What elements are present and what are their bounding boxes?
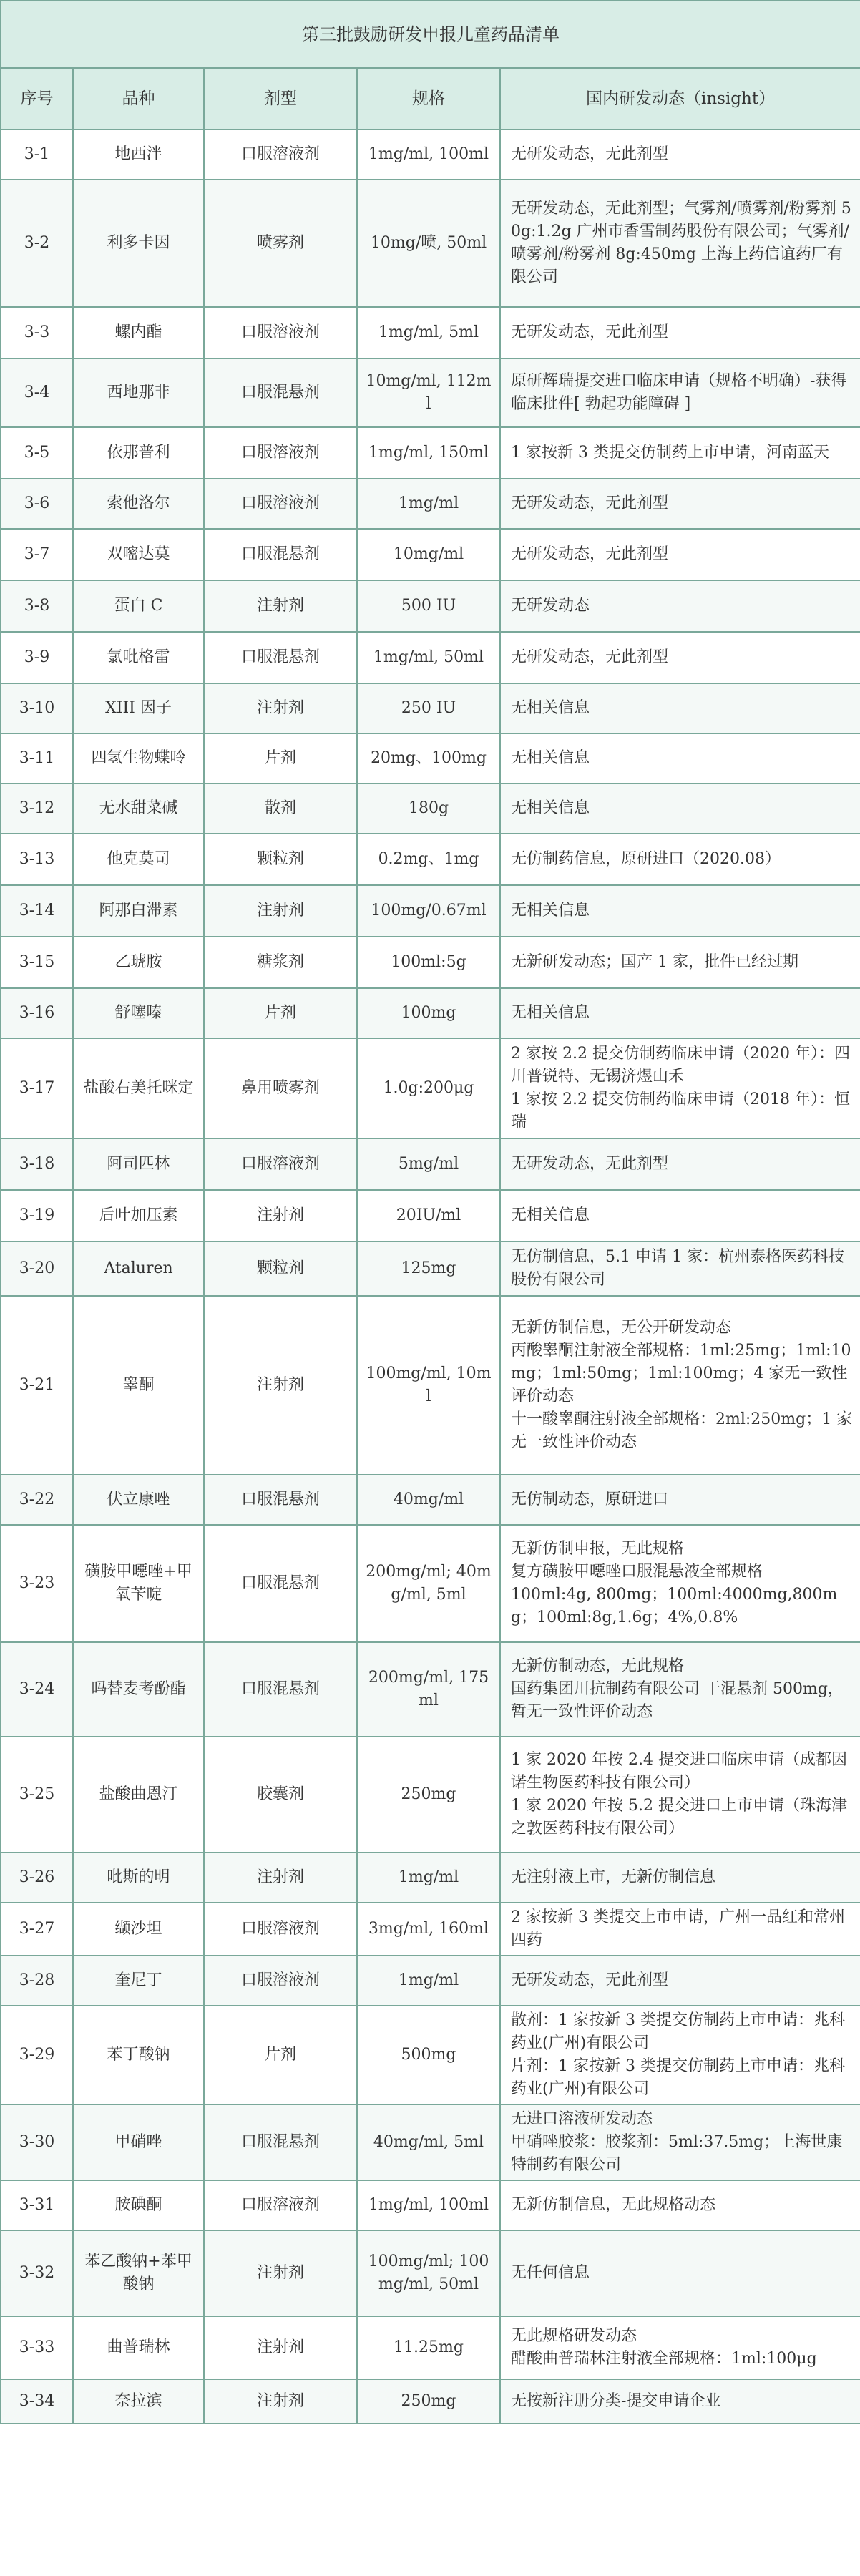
row-rd-insight: 无仿制动态，原研进口 [500, 1475, 860, 1525]
table-row [1, 1903, 860, 1956]
table-row [1, 784, 860, 834]
row-variety: 阿那白滞素 [73, 885, 204, 937]
table-row [1, 1642, 860, 1737]
row-specification: 200mg/ml; 40mg/ml, 5ml [357, 1525, 500, 1642]
row-dosage-form: 口服混悬剂 [204, 632, 357, 683]
row-variety: 氯吡格雷 [73, 632, 204, 683]
row-rd-insight: 1 家按新 3 类提交仿制药上市申请，河南蓝天 [500, 427, 860, 479]
row-variety: 双嘧达莫 [73, 529, 204, 580]
table-title-row [1, 1, 860, 68]
header-rd-insight: 国内研发动态（insight） [500, 68, 860, 130]
row-dosage-form: 口服溶液剂 [204, 1138, 357, 1190]
row-variety: 西地那非 [73, 358, 204, 427]
row-rd-insight: 无研发动态，无此剂型 [500, 307, 860, 358]
row-specification: 1.0g:200μg [357, 1038, 500, 1138]
row-index: 3-6 [1, 479, 73, 529]
row-dosage-form: 口服混悬剂 [204, 1642, 357, 1737]
table-row [1, 632, 860, 683]
row-variety: 苯丁酸钠 [73, 2006, 204, 2104]
row-index: 3-5 [1, 427, 73, 479]
row-rd-insight: 无任何信息 [500, 2230, 860, 2316]
row-rd-insight: 无新仿制信息，无此规格动态 [500, 2180, 860, 2230]
row-rd-insight: 无此规格研发动态 醋酸曲普瑞林注射液全部规格：1ml:100μg [500, 2316, 860, 2379]
row-rd-insight: 无相关信息 [500, 733, 860, 784]
row-index: 3-13 [1, 834, 73, 885]
row-index: 3-12 [1, 784, 73, 834]
row-specification: 10mg/喷, 50ml [357, 180, 500, 307]
table-row [1, 2006, 860, 2104]
row-variety: 吗替麦考酚酯 [73, 1642, 204, 1737]
row-dosage-form: 口服溶液剂 [204, 1956, 357, 2006]
row-specification: 100mg [357, 988, 500, 1038]
row-variety: 睾酮 [73, 1296, 204, 1475]
row-index: 3-1 [1, 130, 73, 180]
table-row [1, 733, 860, 784]
row-specification: 11.25mg [357, 2316, 500, 2379]
table-row [1, 1956, 860, 2006]
row-variety: 舒噻嗪 [73, 988, 204, 1038]
row-rd-insight: 无研发动态，无此剂型 [500, 479, 860, 529]
row-variety: 依那普利 [73, 427, 204, 479]
table-row [1, 1038, 860, 1138]
row-variety: XIII 因子 [73, 683, 204, 733]
row-variety: 甲硝唑 [73, 2104, 204, 2180]
row-index: 3-14 [1, 885, 73, 937]
row-dosage-form: 注射剂 [204, 2316, 357, 2379]
table-row [1, 2104, 860, 2180]
row-variety: 伏立康唑 [73, 1475, 204, 1525]
row-specification: 1mg/ml, 100ml [357, 130, 500, 180]
row-index: 3-2 [1, 180, 73, 307]
row-variety: 吡斯的明 [73, 1853, 204, 1903]
row-rd-insight: 无研发动态，无此剂型 [500, 1138, 860, 1190]
row-dosage-form: 口服溶液剂 [204, 1903, 357, 1956]
row-specification: 1mg/ml [357, 1853, 500, 1903]
row-index: 3-21 [1, 1296, 73, 1475]
row-index: 3-26 [1, 1853, 73, 1903]
row-dosage-form: 喷雾剂 [204, 180, 357, 307]
table-title: 第三批鼓励研发申报儿童药品清单 [1, 1, 860, 68]
row-rd-insight: 无研发动态，无此剂型 [500, 1956, 860, 2006]
row-rd-insight: 无相关信息 [500, 683, 860, 733]
row-specification: 100ml:5g [357, 937, 500, 988]
row-rd-insight: 2 家按新 3 类提交上市申请，广州一品红和常州四药 [500, 1903, 860, 1956]
row-dosage-form: 注射剂 [204, 580, 357, 632]
row-variety: 阿司匹林 [73, 1138, 204, 1190]
row-variety: 苯乙酸钠+苯甲酸钠 [73, 2230, 204, 2316]
row-specification: 20IU/ml [357, 1190, 500, 1241]
table-row [1, 479, 860, 529]
row-index: 3-25 [1, 1737, 73, 1853]
row-dosage-form: 口服混悬剂 [204, 1525, 357, 1642]
table-row [1, 1241, 860, 1296]
row-variety: 曲普瑞林 [73, 2316, 204, 2379]
row-variety: 奈拉滨 [73, 2379, 204, 2424]
row-dosage-form: 散剂 [204, 784, 357, 834]
row-dosage-form: 口服溶液剂 [204, 130, 357, 180]
table-row [1, 2316, 860, 2379]
table-row [1, 427, 860, 479]
row-dosage-form: 口服混悬剂 [204, 529, 357, 580]
row-specification: 250mg [357, 2379, 500, 2424]
row-rd-insight: 无按新注册分类-提交申请企业 [500, 2379, 860, 2424]
row-index: 3-9 [1, 632, 73, 683]
row-variety: 地西泮 [73, 130, 204, 180]
row-specification: 10mg/ml, 112ml [357, 358, 500, 427]
row-index: 3-22 [1, 1475, 73, 1525]
row-index: 3-3 [1, 307, 73, 358]
row-dosage-form: 口服溶液剂 [204, 307, 357, 358]
row-index: 3-29 [1, 2006, 73, 2104]
row-index: 3-11 [1, 733, 73, 784]
table-row [1, 130, 860, 180]
table-row [1, 1853, 860, 1903]
row-dosage-form: 注射剂 [204, 1853, 357, 1903]
row-index: 3-20 [1, 1241, 73, 1296]
table-row [1, 358, 860, 427]
row-specification: 1mg/ml, 5ml [357, 307, 500, 358]
row-rd-insight: 无新仿制申报，无此规格 复方磺胺甲噁唑口服混悬液全部规格 100ml:4g, 800mg；100ml:4000mg,800mg；100ml:8g,1.6g；4%,0.8% [500, 1525, 860, 1642]
row-index: 3-30 [1, 2104, 73, 2180]
row-index: 3-19 [1, 1190, 73, 1241]
table-row [1, 885, 860, 937]
row-rd-insight: 无相关信息 [500, 885, 860, 937]
row-variety: 盐酸右美托咪定 [73, 1038, 204, 1138]
row-specification: 180g [357, 784, 500, 834]
row-rd-insight: 散剂：1 家按新 3 类提交仿制药上市申请：兆科药业(广州)有限公司 片剂：1 家按新 3 类提交仿制药上市申请：兆科药业(广州)有限公司 [500, 2006, 860, 2104]
row-variety: 后叶加压素 [73, 1190, 204, 1241]
table-row [1, 1190, 860, 1241]
row-specification: 0.2mg、1mg [357, 834, 500, 885]
row-dosage-form: 颗粒剂 [204, 834, 357, 885]
row-variety: 乙琥胺 [73, 937, 204, 988]
row-dosage-form: 注射剂 [204, 2379, 357, 2424]
row-dosage-form: 颗粒剂 [204, 1241, 357, 1296]
table-row [1, 307, 860, 358]
row-dosage-form: 口服溶液剂 [204, 427, 357, 479]
row-rd-insight: 无仿制药信息，原研进口（2020.08） [500, 834, 860, 885]
row-variety: 他克莫司 [73, 834, 204, 885]
header-dosage-form: 剂型 [204, 68, 357, 130]
row-variety: 无水甜菜碱 [73, 784, 204, 834]
row-variety: 利多卡因 [73, 180, 204, 307]
row-variety: 盐酸曲恩汀 [73, 1737, 204, 1853]
row-dosage-form: 注射剂 [204, 2230, 357, 2316]
row-rd-insight: 无研发动态 [500, 580, 860, 632]
row-index: 3-18 [1, 1138, 73, 1190]
row-rd-insight: 无相关信息 [500, 1190, 860, 1241]
row-specification: 10mg/ml [357, 529, 500, 580]
row-variety: 索他洛尔 [73, 479, 204, 529]
row-specification: 3mg/ml, 160ml [357, 1903, 500, 1956]
row-rd-insight: 无研发动态，无此剂型；气雾剂/喷雾剂/粉雾剂 50g:1.2g 广州市香雪制药股份有限公司；气雾剂/喷雾剂/粉雾剂 8g:450mg 上海上药信谊药厂有限公司 [500, 180, 860, 307]
row-specification: 40mg/ml, 5ml [357, 2104, 500, 2180]
row-dosage-form: 口服混悬剂 [204, 1475, 357, 1525]
table-row [1, 988, 860, 1038]
row-variety: 缬沙坦 [73, 1903, 204, 1956]
table-body [1, 130, 860, 2424]
row-variety: 磺胺甲噁唑+甲氧苄啶 [73, 1525, 204, 1642]
row-index: 3-10 [1, 683, 73, 733]
row-rd-insight: 无研发动态，无此剂型 [500, 130, 860, 180]
row-variety: 螺内酯 [73, 307, 204, 358]
table-row [1, 834, 860, 885]
row-dosage-form: 口服混悬剂 [204, 2104, 357, 2180]
row-specification: 250mg [357, 1737, 500, 1853]
header-specification: 规格 [357, 68, 500, 130]
row-dosage-form: 片剂 [204, 988, 357, 1038]
row-rd-insight: 无相关信息 [500, 988, 860, 1038]
row-rd-insight: 2 家按 2.2 提交仿制药临床申请（2020 年）：四川普锐特、无锡济煜山禾 1 家按 2.2 提交仿制药临床申请（2018 年）：恒瑞 [500, 1038, 860, 1138]
row-specification: 250 IU [357, 683, 500, 733]
row-specification: 500 IU [357, 580, 500, 632]
table-row [1, 1475, 860, 1525]
row-index: 3-16 [1, 988, 73, 1038]
row-dosage-form: 片剂 [204, 733, 357, 784]
table-row [1, 937, 860, 988]
row-specification: 1mg/ml, 100ml [357, 2180, 500, 2230]
row-dosage-form: 注射剂 [204, 1296, 357, 1475]
row-index: 3-31 [1, 2180, 73, 2230]
row-index: 3-34 [1, 2379, 73, 2424]
table-row [1, 2379, 860, 2424]
row-specification: 1mg/ml [357, 479, 500, 529]
table-row [1, 2230, 860, 2316]
row-specification: 1mg/ml [357, 1956, 500, 2006]
table-row [1, 180, 860, 307]
row-rd-insight: 无仿制信息，5.1 申请 1 家：杭州泰格医药科技股份有限公司 [500, 1241, 860, 1296]
row-rd-insight: 无注射液上市，无新仿制信息 [500, 1853, 860, 1903]
table-row [1, 683, 860, 733]
row-variety: 蛋白 C [73, 580, 204, 632]
row-variety: Ataluren [73, 1241, 204, 1296]
row-index: 3-24 [1, 1642, 73, 1737]
table-row [1, 1525, 860, 1642]
row-index: 3-7 [1, 529, 73, 580]
row-index: 3-8 [1, 580, 73, 632]
row-dosage-form: 注射剂 [204, 683, 357, 733]
row-index: 3-32 [1, 2230, 73, 2316]
row-specification: 100mg/0.67ml [357, 885, 500, 937]
row-index: 3-28 [1, 1956, 73, 2006]
row-index: 3-23 [1, 1525, 73, 1642]
row-specification: 100mg/ml; 100mg/ml, 50ml [357, 2230, 500, 2316]
header-index: 序号 [1, 68, 73, 130]
row-index: 3-15 [1, 937, 73, 988]
row-dosage-form: 口服溶液剂 [204, 2180, 357, 2230]
row-specification: 200mg/ml, 175ml [357, 1642, 500, 1737]
row-variety: 胺碘酮 [73, 2180, 204, 2230]
row-specification: 5mg/ml [357, 1138, 500, 1190]
table-row [1, 2180, 860, 2230]
row-specification: 20mg、100mg [357, 733, 500, 784]
row-rd-insight: 无新研发动态；国产 1 家，批件已经过期 [500, 937, 860, 988]
table-row [1, 580, 860, 632]
row-rd-insight: 原研辉瑞提交进口临床申请（规格不明确）-获得临床批件[ 勃起功能障碍 ] [500, 358, 860, 427]
row-specification: 125mg [357, 1241, 500, 1296]
row-specification: 1mg/ml, 50ml [357, 632, 500, 683]
row-variety: 四氢生物蝶呤 [73, 733, 204, 784]
row-rd-insight: 无新仿制信息，无公开研发动态 丙酸睾酮注射液全部规格：1ml:25mg；1ml:10mg；1ml:50mg；1ml:100mg；4 家无一致性评价动态 十一酸睾酮注射液全部规格：2ml:250mg；1 家无一致性评价动态 [500, 1296, 860, 1475]
row-dosage-form: 注射剂 [204, 1190, 357, 1241]
table-row [1, 529, 860, 580]
row-index: 3-4 [1, 358, 73, 427]
header-variety: 品种 [73, 68, 204, 130]
table-header-row [1, 68, 860, 130]
row-specification: 100mg/ml, 10ml [357, 1296, 500, 1475]
row-specification: 40mg/ml [357, 1475, 500, 1525]
table-row [1, 1296, 860, 1475]
row-rd-insight: 无研发动态，无此剂型 [500, 632, 860, 683]
row-dosage-form: 糖浆剂 [204, 937, 357, 988]
row-variety: 奎尼丁 [73, 1956, 204, 2006]
row-dosage-form: 注射剂 [204, 885, 357, 937]
row-dosage-form: 口服混悬剂 [204, 358, 357, 427]
row-specification: 500mg [357, 2006, 500, 2104]
row-dosage-form: 片剂 [204, 2006, 357, 2104]
row-specification: 1mg/ml, 150ml [357, 427, 500, 479]
row-dosage-form: 胶囊剂 [204, 1737, 357, 1853]
table-row [1, 1138, 860, 1190]
row-rd-insight: 无相关信息 [500, 784, 860, 834]
row-rd-insight: 无进口溶液研发动态 甲硝唑胶浆：胶浆剂：5ml:37.5mg；上海世康特制药有限公司 [500, 2104, 860, 2180]
row-index: 3-33 [1, 2316, 73, 2379]
row-rd-insight: 无研发动态，无此剂型 [500, 529, 860, 580]
row-index: 3-27 [1, 1903, 73, 1956]
row-dosage-form: 鼻用喷雾剂 [204, 1038, 357, 1138]
row-dosage-form: 口服溶液剂 [204, 479, 357, 529]
row-rd-insight: 无新仿制动态，无此规格 国药集团川抗制药有限公司 干混悬剂 500mg，暂无一致性评价动态 [500, 1642, 860, 1737]
row-rd-insight: 1 家 2020 年按 2.4 提交进口临床申请（成都因诺生物医药科技有限公司） 1 家 2020 年按 5.2 提交进口上市申请（珠海津之敦医药科技有限公司） [500, 1737, 860, 1853]
row-index: 3-17 [1, 1038, 73, 1138]
table-row [1, 1737, 860, 1853]
